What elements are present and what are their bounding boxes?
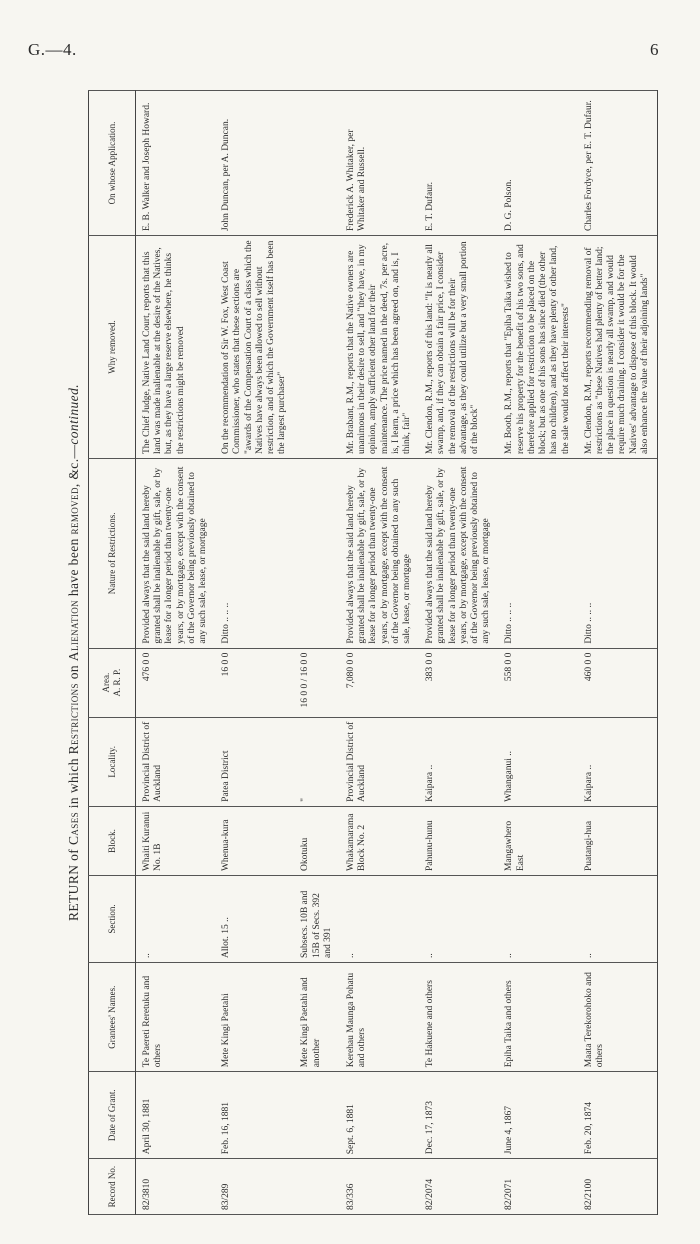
header-record: Record No. [89, 1159, 136, 1215]
header-area: Area. A. R. P. [89, 648, 136, 717]
locality: " [294, 717, 340, 806]
date-of-grant: Feb. 16, 1881 [215, 1072, 294, 1159]
document-title: RETURN of Cases in which Restrictions on Alienation have been removed, &c.—continued. [66, 383, 81, 922]
grantees: Maata Terekorohoko and others [578, 963, 658, 1072]
nature-of-restrictions: Provided always that the said land hereby granted shall be inalienable by gift, sale, or by lease for a longer period than twenty-one years, or by mortgage, except with the consent of the Governor being previously obtained to any such sale, lease, or mortgage [136, 459, 216, 649]
nature-of-restrictions: Provided always that the said land hereby granted shall be inalienable by gift, sale, or by lease for a longer period than twenty-one years, or by mortgage, except with the consent of the Governor being previously obtained to any such sale, lease, or mortgage [419, 459, 498, 649]
header-grantees: Grantees' Names. [89, 963, 136, 1072]
section: .. [419, 876, 498, 963]
page-number: 6 [650, 40, 659, 59]
header-area-units: A. R. P. [112, 668, 122, 697]
locality: Kaipara .. [578, 717, 658, 806]
block: Whaiti Kuranui No. 1B [136, 806, 216, 875]
block: Okotuku [294, 806, 340, 875]
applicant: E. B. Walker and Joseph Howard. [136, 91, 216, 236]
header-locality: Locality. [89, 717, 136, 806]
header-why: Why removed. [89, 236, 136, 459]
table-row [578, 91, 658, 1215]
nature-of-restrictions: Provided always that the said land hereby granted shall be inalienable by gift, sale, or by lease for a longer period than twenty-one years, or by mortgage, except with the consent of the Governor being obtained to any such sale, lease, or mortgage [340, 459, 419, 649]
record-no: 83/336 [340, 1159, 419, 1215]
why-removed [294, 236, 340, 459]
record-no: 82/2074 [419, 1159, 498, 1215]
block: Puatangi-hua [578, 806, 658, 875]
area: 476 0 0 [136, 648, 216, 717]
grantees: Mete Kingi Paetahi [215, 963, 294, 1072]
rotated-table-container [60, 90, 660, 1215]
section: .. [578, 876, 658, 963]
locality: Patea District [215, 717, 294, 806]
record-no [294, 1159, 340, 1215]
applicant: E. T. Dufaur. [419, 91, 498, 236]
date-of-grant: Dec. 17, 1873 [419, 1072, 498, 1159]
header-date: Date of Grant. [89, 1072, 136, 1159]
nature-of-restrictions: Ditto .. .. .. [498, 459, 577, 649]
table-row [136, 91, 216, 1215]
section: Allot. 15 .. [215, 876, 294, 963]
record-no: 83/289 [215, 1159, 294, 1215]
section: .. [498, 876, 577, 963]
locality: Kaipara .. [419, 717, 498, 806]
area: 7,080 0 0 [340, 648, 419, 717]
why-removed: Mr. Clendon, R.M., reports recommending removal of restrictions as "these Natives had plenty of better land; the place in question is nearly all swamp, and would require much draining. I consider it would be for the Natives' advantage to dispose of this block. It would also enhance the value of their adjoining lands" [578, 236, 658, 459]
why-removed: Mr. Booth, R.M., reports that "Epiha Taika wished to reserve his property for the benefit of his two sons, and therefore applied for restriction to be placed on the block; but as one of his sons has since died (the other has no children), and as they have plenty of other land, the sale would not affect their interests" [498, 236, 577, 459]
grantees: Mete Kingi Paetahi and another [294, 963, 340, 1072]
applicant: John Duncan, per A. Duncan. [215, 91, 294, 236]
applicant: Frederick A. Whitaker, per Whitaker and Russell. [340, 91, 419, 236]
area: 16 0 0 / 16 0 0 [294, 648, 340, 717]
block: Whakamarama Block No. 2 [340, 806, 419, 875]
nature-of-restrictions [294, 459, 340, 649]
block: Whenua-kura [215, 806, 294, 875]
section: .. [340, 876, 419, 963]
grantees: Kerehau Maunga Pohatu and others [340, 963, 419, 1072]
grantees: Te Paereti Reretuku and others [136, 963, 216, 1072]
locality: Whanganui .. [498, 717, 577, 806]
applicant: Charles Fordyce, per E. T. Dufaur. [578, 91, 658, 236]
area: 460 0 0 [578, 648, 658, 717]
why-removed: Mr. Clendon, R.M., reports of this land: "It is nearly all swamp, and, if they can obtain a fair price, I consider the removal of the restrictions will be for their advantage, as they could utilize but a very small portion of the block" [419, 236, 498, 459]
date-of-grant: Feb. 20, 1874 [578, 1072, 658, 1159]
area: 558 0 0 [498, 648, 577, 717]
locality: Provincial District of Auckland [340, 717, 419, 806]
return-table [88, 90, 658, 1215]
area: 16 0 0 [215, 648, 294, 717]
date-of-grant: June 4, 1867 [498, 1072, 577, 1159]
date-of-grant [294, 1072, 340, 1159]
why-removed: Mr. Brabant, R.M., reports that the Native owners are unanimous in their desire to sell, and "they have, in my opinion, amply sufficient other land for their maintenance. The price named in the deed, 7s. per acre, is, I learn, a price which has been agreed on, and is, I think, fair" [340, 236, 419, 459]
nature-of-restrictions: Ditto .. .. .. [578, 459, 658, 649]
applicant [294, 91, 340, 236]
grantees: Te Hakuene and others [419, 963, 498, 1072]
grantees: Epiha Taika and others [498, 963, 577, 1072]
area: 383 0 0 [419, 648, 498, 717]
table-row [294, 91, 340, 1215]
table-row [215, 91, 294, 1215]
page-identifier: G.—4. [28, 40, 77, 59]
why-removed: On the recommendation of Sir W. Fox, West Coast Commissioner, who states that these sections are "awards of the Compensation Court of a class which the Natives have always been allowed to sell without restriction, and of which the Government itself has been the largest purchaser" [215, 236, 294, 459]
header-section: Section. [89, 876, 136, 963]
date-of-grant: Sept. 6, 1881 [340, 1072, 419, 1159]
record-no: 82/2071 [498, 1159, 577, 1215]
header-nature: Nature of Restrictions. [89, 459, 136, 649]
why-removed: The Chief Judge, Native Land Court, reports that this land was made inalienable at the desire of the Natives, but, as they have a large reserve elsewhere, he thinks the restrictions might be removed [136, 236, 216, 459]
locality: Provincial District of Auckland [136, 717, 216, 806]
table-row [498, 91, 577, 1215]
table-row [419, 91, 498, 1215]
record-no: 82/2100 [578, 1159, 658, 1215]
block: Mangawhero East [498, 806, 577, 875]
table-header-row [89, 91, 136, 1215]
header-block: Block. [89, 806, 136, 875]
section: .. [136, 876, 216, 963]
nature-of-restrictions: Ditto .. .. .. [215, 459, 294, 649]
applicant: D. G. Polson. [498, 91, 577, 236]
date-of-grant: April 30, 1881 [136, 1072, 216, 1159]
record-no: 82/3810 [136, 1159, 216, 1215]
block: Pahunu-hunu [419, 806, 498, 875]
section: Subsecs. 10B and 15B of Secs. 392 and 391 [294, 876, 340, 963]
table-row [340, 91, 419, 1215]
header-whose: On whose Application. [89, 91, 136, 236]
